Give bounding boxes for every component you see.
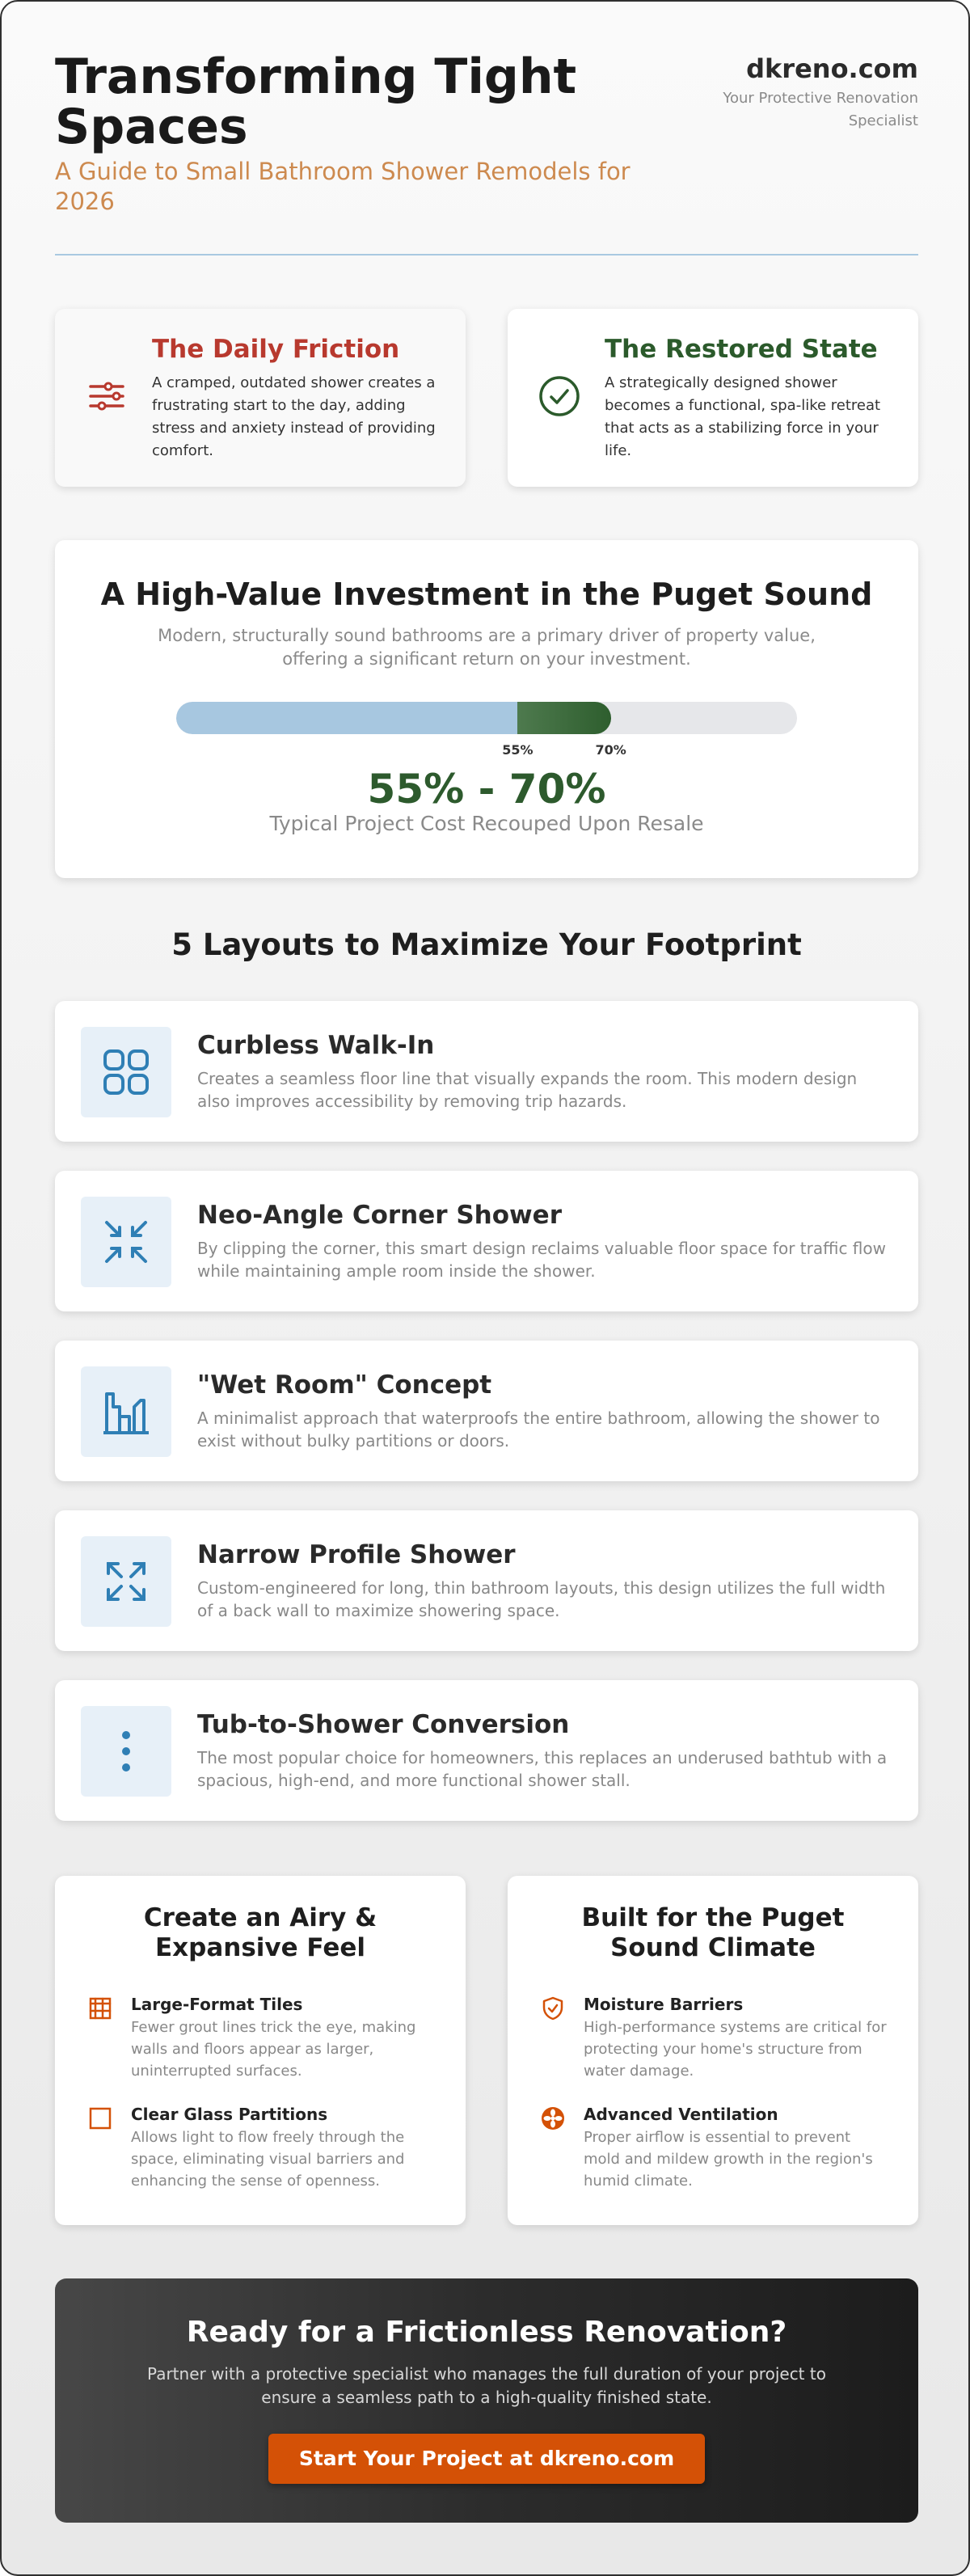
check-circle-icon <box>537 374 582 419</box>
daily-friction-card <box>55 309 466 487</box>
vertical-dots-icon <box>102 1727 150 1776</box>
layout-text: By clipping the corner, this smart design reclaims valuable floor space for traffic flow while maintaining ample room inside the shower. <box>197 1239 886 1281</box>
tiles-icon <box>87 1995 113 2021</box>
page-title: Transforming Tight Spaces <box>55 49 577 155</box>
sliders-icon <box>84 374 129 419</box>
investment-title: A High-Value Investment in the Puget Sound <box>100 576 873 612</box>
state-title: The Restored State <box>605 335 878 364</box>
roi-headline: 55% - 70% <box>367 766 606 813</box>
page-subtitle: A Guide to Small Bathroom Shower Remodels for 2026 <box>55 158 630 215</box>
compress-arrows-icon <box>102 1218 150 1266</box>
investment-description: Modern, structurally sound bathrooms are a primary driver of property value, offering a significant return on your investment. <box>158 626 816 669</box>
roi-label-high: 70% <box>595 742 626 758</box>
square-icon <box>87 2105 113 2131</box>
state-text: A strategically designed shower becomes a functional, spa-like retreat that acts as a stabilizing force in your life. <box>605 374 881 459</box>
layout-text: Creates a seamless floor line that visually expands the room. This modern design also improves accessibility by removing trip hazards. <box>197 1069 858 1111</box>
fan-icon <box>540 2105 566 2131</box>
feature-title: Built for the Puget Sound Climate <box>581 1903 845 1962</box>
feature-item-title: Clear Glass Partitions <box>131 2105 328 2124</box>
brand-name[interactable]: dkreno.com <box>746 53 918 84</box>
header <box>55 49 918 255</box>
grid-icon <box>102 1048 150 1096</box>
roi-bar-base <box>176 702 517 734</box>
state-title: The Daily Friction <box>152 335 400 364</box>
layout-title: Curbless Walk-In <box>197 1031 435 1060</box>
state-text: A cramped, outdated shower creates a frustrating start to the day, adding stress and anxiety instead of providing comfort. <box>152 374 436 459</box>
feature-title: Create an Airy & Expansive Feel <box>143 1903 377 1962</box>
feature-item-text: Allows light to flow freely through the space, eliminating visual barriers and enhancing the sense of openness. <box>131 2129 405 2190</box>
layout-icon-box <box>81 1197 171 1287</box>
roi-caption: Typical Project Cost Recouped Upon Resale <box>269 812 704 835</box>
investment-card <box>55 540 918 878</box>
feature-item-text: Fewer grout lines trick the eye, making walls and floors appear as larger, uninterrupted surfaces. <box>131 2019 416 2080</box>
layout-card-tub-to-shower <box>55 1680 918 1821</box>
layout-title: Narrow Profile Shower <box>197 1540 516 1569</box>
layout-text: A minimalist approach that waterproofs the entire bathroom, allowing the shower to exist without bulky partitions or doors. <box>197 1408 880 1451</box>
feature-item-text: Proper airflow is essential to prevent mold and mildew growth in the region's humid climate. <box>584 2129 873 2190</box>
shield-check-icon <box>540 1995 566 2021</box>
puget-climate-card <box>508 1876 918 2225</box>
brand-tagline: Your Protective Renovation Specialist <box>723 90 918 129</box>
buildings-icon <box>102 1387 150 1436</box>
layout-icon-box <box>81 1706 171 1797</box>
layout-title: "Wet Room" Concept <box>197 1370 492 1400</box>
expand-arrows-icon <box>102 1557 150 1606</box>
layout-icon-box <box>81 1027 171 1117</box>
layout-card-wet-room <box>55 1341 918 1481</box>
cta-title: Ready for a Frictionless Renovation? <box>186 2316 787 2349</box>
layout-icon-box <box>81 1366 171 1457</box>
layout-card-curbless <box>55 1001 918 1142</box>
layout-icon-box <box>81 1536 171 1627</box>
layout-text: The most popular choice for homeowners, this replaces an underused bathtub with a spacious, high-end, and more functional shower stall. <box>197 1748 888 1790</box>
roi-label-low: 55% <box>502 742 534 758</box>
layouts-heading: 5 Layouts to Maximize Your Footprint <box>171 927 802 962</box>
feature-item-title: Advanced Ventilation <box>584 2105 778 2124</box>
start-project-button[interactable]: Start Your Project at dkreno.com <box>268 2434 705 2484</box>
brand <box>676 52 918 133</box>
airy-feel-card <box>55 1876 466 2225</box>
roi-progress-bar <box>176 702 797 734</box>
feature-item-text: High-performance systems are critical for protecting your home's structure from water damage. <box>584 2019 887 2080</box>
feature-item-title: Moisture Barriers <box>584 1995 744 2014</box>
layout-card-neo-angle <box>55 1171 918 1311</box>
layout-card-narrow-profile <box>55 1510 918 1651</box>
cta-section <box>55 2278 918 2523</box>
layout-text: Custom-engineered for long, thin bathroom layouts, this design utilizes the full width of a back wall to maximize showering space. <box>197 1578 886 1620</box>
layout-title: Neo-Angle Corner Shower <box>197 1201 562 1230</box>
feature-item-title: Large-Format Tiles <box>131 1995 303 2014</box>
roi-bar-range <box>517 702 610 734</box>
restored-state-card <box>508 309 918 487</box>
cta-text: Partner with a protective specialist who manages the full duration of your project to ensure a seamless path to a high-quality finished state. <box>147 2364 826 2407</box>
layout-title: Tub-to-Shower Conversion <box>197 1710 570 1739</box>
